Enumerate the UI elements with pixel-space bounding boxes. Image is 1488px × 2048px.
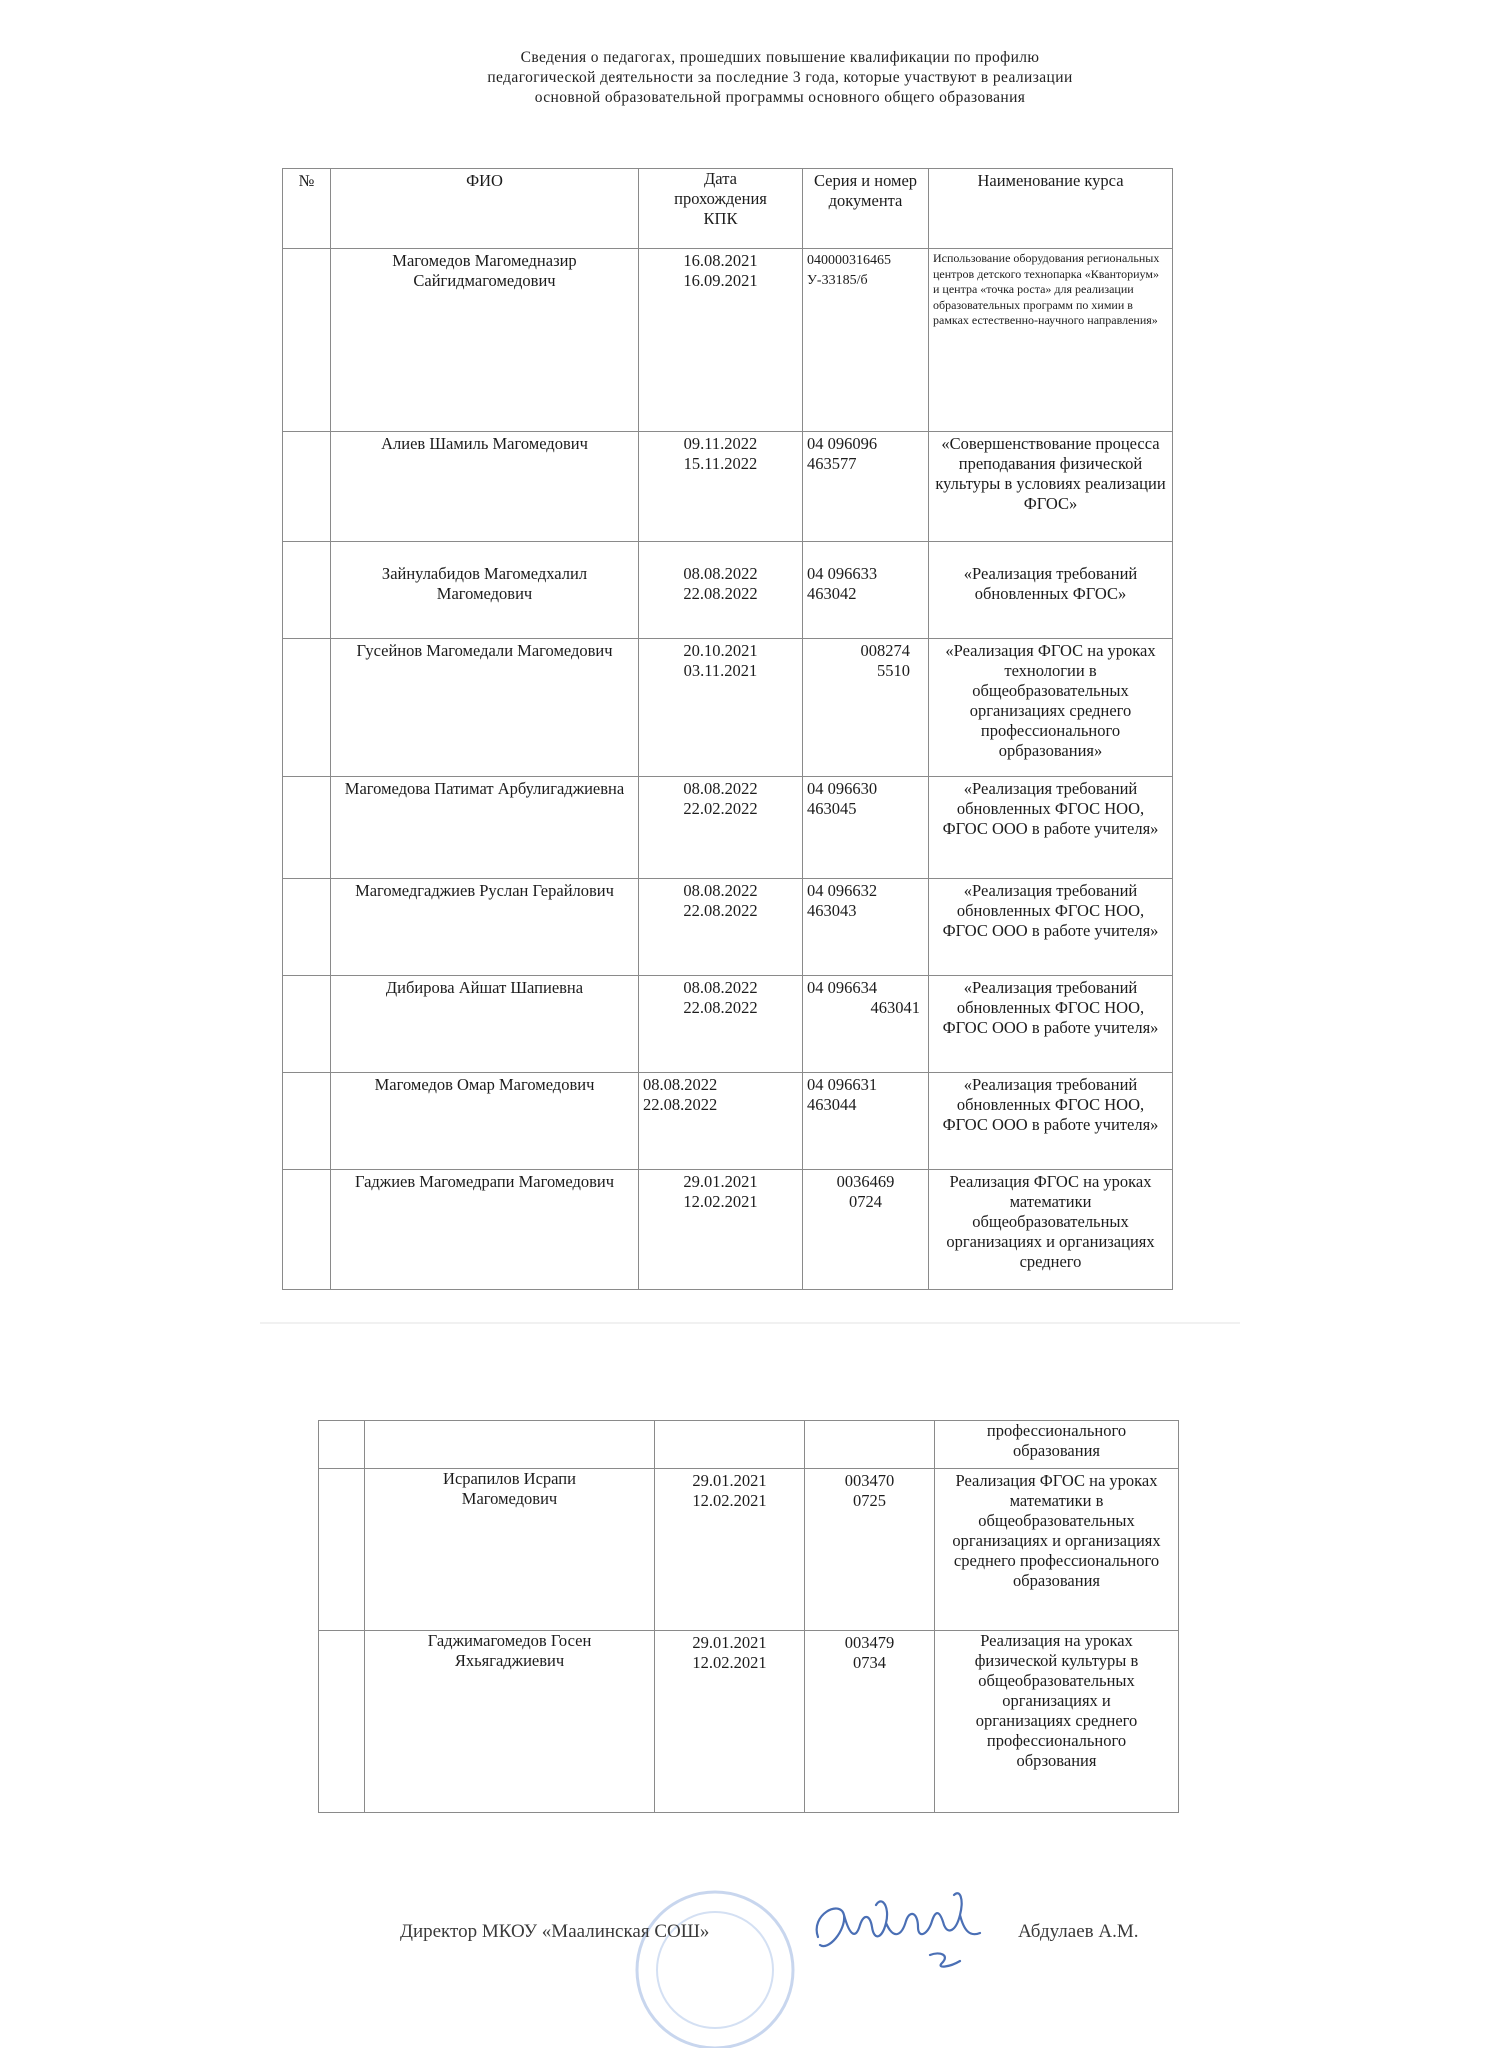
date-start: 09.11.2022: [683, 434, 758, 453]
doc-number: 463577: [807, 454, 857, 473]
document-number: [803, 639, 929, 777]
header-date: Дата прохождения КПК: [639, 169, 803, 249]
title-line-2: педагогической деятельности за последние 3 года, которые участвуют в реализации: [487, 69, 1073, 86]
school-stamp: [620, 1870, 810, 2048]
title-line-1: Сведения о педагогах, прошедших повышение квалификации по профилю: [520, 49, 1040, 66]
course-name: «Реализация требований обновленных ФГОС»: [929, 542, 1173, 639]
teacher-name: Гаджимагомедов Госен Яхьягаджиевич: [365, 1631, 655, 1813]
row-num: [283, 249, 331, 432]
doc-series: 04 096631: [807, 1075, 878, 1094]
date-end: 22.08.2022: [683, 584, 758, 603]
table-row: [283, 432, 1173, 542]
document-number: [805, 1469, 935, 1631]
doc-series: 0036469: [836, 1172, 895, 1191]
date-start: 20.10.2021: [683, 641, 758, 660]
doc-series: 003470: [844, 1471, 895, 1490]
doc-number: 0724: [849, 1192, 882, 1211]
document-number: [803, 777, 929, 879]
date-end: 12.02.2021: [683, 1192, 758, 1211]
course-name: Использование оборудования региональных центров детского технопарка «Кванториум» и центра «точка роста» для реализации образовательных программ по химии в рамках естественно-научного направления»: [929, 249, 1173, 432]
course-name: «Совершенствование процесса преподавания физической культуры в условиях реализации ФГОС»: [929, 432, 1173, 542]
table-row: [283, 1170, 1173, 1290]
teacher-name: Исрапилов Исрапи Магомедович: [365, 1469, 655, 1631]
table-row: [283, 249, 1173, 432]
director-position: Директор МКОУ «Маалинская СОШ»: [400, 1921, 710, 1942]
course-name: «Реализация требований обновленных ФГОС НОО, ФГОС ООО в работе учителя»: [929, 1073, 1173, 1170]
doc-series: 008274: [860, 641, 910, 660]
header-fio: ФИО: [331, 169, 639, 249]
row-num: [283, 777, 331, 879]
doc-number: 463043: [807, 901, 857, 920]
doc-series: 04 096633: [807, 564, 878, 583]
document-title: [330, 48, 1230, 108]
course-name-continued: профессионального образования: [935, 1421, 1179, 1469]
title-line-3: основной образовательной программы основного общего образования: [534, 89, 1026, 106]
teacher-name: Гусейнов Магомедали Магомедович: [331, 639, 639, 777]
document-number: [803, 976, 929, 1073]
teachers-table-continued: [318, 1420, 1179, 1813]
document-number: [803, 1073, 929, 1170]
course-name: Реализация на уроках физической культуры в общеобразовательных организациях и организациях среднего профессионального обрзования: [935, 1631, 1179, 1813]
page-break: [260, 1322, 1240, 1324]
date-start: 16.08.2021: [683, 251, 758, 270]
empty-cell: [655, 1421, 805, 1469]
table-row: [283, 542, 1173, 639]
date-end: 15.11.2022: [683, 454, 758, 473]
table-row: [319, 1469, 1179, 1631]
teachers-table: [282, 168, 1173, 1290]
teacher-name: Магомедов Магомедназир Сайгидмагомедович: [331, 249, 639, 432]
row-num: [319, 1469, 365, 1631]
course-dates: [639, 639, 803, 777]
doc-number: 463042: [807, 584, 857, 603]
course-dates: [639, 1073, 803, 1170]
course-dates: [639, 777, 803, 879]
teacher-name: Зайнулабидов Магомедхалил Магомедович: [331, 542, 639, 639]
document-number: [803, 879, 929, 976]
doc-series: 04 096096: [807, 434, 878, 453]
date-start: 08.08.2022: [643, 1075, 718, 1094]
header-doc: Серия и номер документа: [803, 169, 929, 249]
course-name: «Реализация требований обновленных ФГОС НОО, ФГОС ООО в работе учителя»: [929, 976, 1173, 1073]
teacher-name: Магомедова Патимат Арбулигаджиевна: [331, 777, 639, 879]
date-end: 22.08.2022: [683, 998, 758, 1017]
date-end: 22.08.2022: [643, 1095, 718, 1114]
document-number: [803, 432, 929, 542]
document-number: [803, 1170, 929, 1290]
date-start: 08.08.2022: [683, 881, 758, 900]
doc-series: 04 096632: [807, 881, 878, 900]
row-num: [283, 976, 331, 1073]
doc-series: 040000316465: [807, 253, 891, 268]
date-end: 12.02.2021: [692, 1491, 767, 1510]
course-dates: [655, 1469, 805, 1631]
document-number: [803, 249, 929, 432]
date-start: 08.08.2022: [683, 978, 758, 997]
teacher-name: Магомедов Омар Магомедович: [331, 1073, 639, 1170]
date-start: 08.08.2022: [683, 564, 758, 583]
row-num: [319, 1631, 365, 1813]
date-start: 29.01.2021: [692, 1471, 767, 1490]
doc-number: 0734: [853, 1653, 886, 1672]
empty-cell: [365, 1421, 655, 1469]
doc-number: 0725: [853, 1491, 886, 1510]
header-num: №: [283, 169, 331, 249]
teacher-name: Алиев Шамиль Магомедович: [331, 432, 639, 542]
doc-number: 463044: [807, 1095, 857, 1114]
date-end: 03.11.2021: [683, 661, 758, 680]
table-row: [283, 639, 1173, 777]
table-row: [283, 879, 1173, 976]
course-name: Реализация ФГОС на уроках математики общеобразовательных организациях и организациях среднего: [929, 1170, 1173, 1290]
row-num: [283, 432, 331, 542]
date-start: 29.01.2021: [683, 1172, 758, 1191]
table-row: [283, 976, 1173, 1073]
course-name: «Реализация ФГОС на уроках технологии в общеобразовательных организациях среднего профессионального орбразования»: [929, 639, 1173, 777]
doc-number: 463045: [807, 799, 857, 818]
document-number: [805, 1631, 935, 1813]
teacher-name: Магомедгаджиев Руслан Герайлович: [331, 879, 639, 976]
course-dates: [639, 879, 803, 976]
doc-series: 04 096634: [807, 978, 878, 997]
date-end: 16.09.2021: [683, 271, 758, 290]
table-row: [283, 777, 1173, 879]
course-dates: [639, 249, 803, 432]
director-name: Абдулаев А.М.: [1018, 1921, 1139, 1942]
empty-cell: [805, 1421, 935, 1469]
row-num: [283, 1073, 331, 1170]
doc-series: 04 096630: [807, 779, 878, 798]
date-end: 22.02.2022: [683, 799, 758, 818]
table-header-row: [283, 169, 1173, 249]
director-signature: [810, 1885, 1000, 1971]
row-num: [283, 542, 331, 639]
table-row: [319, 1631, 1179, 1813]
course-name: «Реализация требований обновленных ФГОС НОО, ФГОС ООО в работе учителя»: [929, 879, 1173, 976]
row-num: [283, 639, 331, 777]
doc-series: 003479: [844, 1633, 895, 1652]
teacher-name: Гаджиев Магомедрапи Магомедович: [331, 1170, 639, 1290]
header-course: Наименование курса: [929, 169, 1173, 249]
document-number: [803, 542, 929, 639]
course-name: «Реализация требований обновленных ФГОС НОО, ФГОС ООО в работе учителя»: [929, 777, 1173, 879]
date-end: 12.02.2021: [692, 1653, 767, 1672]
date-start: 29.01.2021: [692, 1633, 767, 1652]
row-num: [283, 1170, 331, 1290]
course-dates: [639, 976, 803, 1073]
doc-number: 5510: [877, 661, 910, 680]
course-dates: [639, 542, 803, 639]
course-name: Реализация ФГОС на уроках математики в общеобразовательных организациях и организациях среднего профессионального образования: [935, 1469, 1179, 1631]
doc-number: 463041: [870, 998, 920, 1017]
table-row-carry-over: [319, 1421, 1179, 1469]
table-row: [283, 1073, 1173, 1170]
date-start: 08.08.2022: [683, 779, 758, 798]
course-dates: [639, 1170, 803, 1290]
course-dates: [655, 1631, 805, 1813]
row-num: [319, 1421, 365, 1469]
doc-number: У-33185/б: [807, 273, 868, 288]
date-end: 22.08.2022: [683, 901, 758, 920]
teacher-name: Дибирова Айшат Шапиевна: [331, 976, 639, 1073]
row-num: [283, 879, 331, 976]
course-dates: [639, 432, 803, 542]
